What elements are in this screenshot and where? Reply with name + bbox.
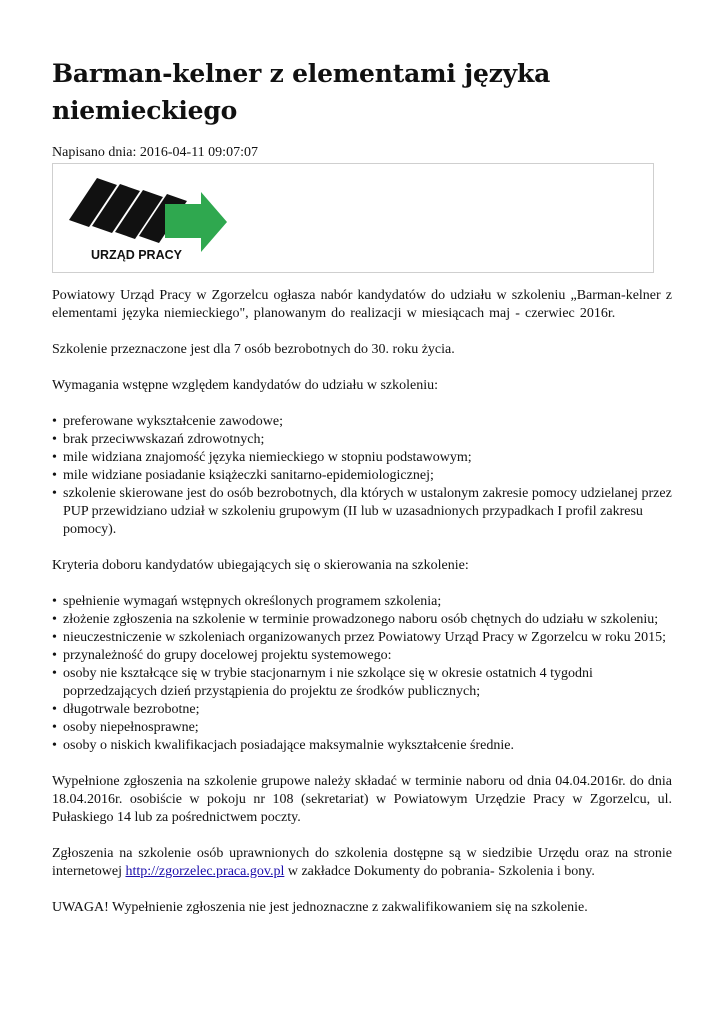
- submission-paragraph: Wypełnione zgłoszenia na szkolenie grupowe należy składać w terminie naboru od dnia 04.04.2016r. do dnia 18.04.2016r. osobiście w pokoju nr 108 (sekretariat) w Powiatowym Urzędzie Pracy w Zgorzelcu, ul. Pułaskiego 14 lub za pośrednictwem poczty.: [52, 774, 672, 825]
- requirements-heading: Wymagania wstępne względem kandydatów do udziału w szkoleniu:: [52, 378, 438, 393]
- list-item: • długotrwale bezrobotne;: [52, 701, 672, 719]
- list-item: • osoby nie kształcące się w trybie stacjonarnym i nie szkolące się w okresie ostatnich 4 tygodni poprzedzających dzień przystąpienia do projektu ze środków publicznych;: [52, 665, 672, 701]
- forms-text-before: Zgłoszenia na szkolenie osób uprawnionych do szkolenia dostępne są w siedzibie Urzędu oraz na stronie internetowej: [52, 846, 672, 879]
- page-title: Barman-kelner z elementami języka niemieckiego: [52, 59, 551, 125]
- requirements-list: [52, 413, 672, 539]
- list-item: • nieuczestniczenie w szkoleniach organizowanych przez Powiatowy Urząd Pracy w Zgorzelcu w roku 2015;: [52, 629, 672, 647]
- list-item: • osoby o niskich kwalifikacjach posiadające maksymalnie wykształcenie średnie.: [52, 737, 672, 755]
- urzad-pracy-logo: [59, 170, 229, 265]
- list-item: • przynależność do grupy docelowej projektu systemowego:: [52, 647, 672, 665]
- audience-paragraph: Szkolenie przeznaczone jest dla 7 osób bezrobotnych do 30. roku życia.: [52, 342, 455, 357]
- intro-paragraph: Powiatowy Urząd Pracy w Zgorzelcu ogłasza nabór kandydatów do udziału w szkoleniu „Barman-kelner z elementami języka niemieckiego", planowanym do realizacji w miesiącach maj - czerwiec 2016r.: [52, 288, 672, 321]
- list-item: • osoby niepełnosprawne;: [52, 719, 672, 737]
- forms-text-after: w zakładce Dokumenty do pobrania- Szkolenia i bony.: [284, 864, 595, 879]
- warning-paragraph: UWAGA! Wypełnienie zgłoszenia nie jest jednoznaczne z zakwalifikowaniem się na szkolenie.: [52, 900, 588, 915]
- forms-paragraph: [52, 845, 672, 881]
- website-link[interactable]: http://zgorzelec.praca.gov.pl: [125, 864, 285, 879]
- list-item: • spełnienie wymagań wstępnych określonych programem szkolenia;: [52, 593, 672, 611]
- post-date: Napisano dnia: 2016-04-11 09:07:07: [52, 145, 258, 160]
- logo-text: URZĄD PRACY: [91, 248, 182, 262]
- criteria-heading: Kryteria doboru kandydatów ubiegających się o skierowania na szkolenie:: [52, 558, 469, 573]
- list-item: • mile widziane posiadanie książeczki sanitarno-epidemiologicznej;: [52, 467, 672, 485]
- list-item: • złożenie zgłoszenia na szkolenie w terminie prowadzonego naboru osób chętnych do udziału w szkoleniu;: [52, 611, 672, 629]
- list-item: • preferowane wykształcenie zawodowe;: [52, 413, 672, 431]
- list-item: • szkolenie skierowane jest do osób bezrobotnych, dla których w ustalonym zakresie pomocy udzielanej przez PUP przewidziano udział w szkoleniu grupowym (II lub w uzasadnionych przypadkach I profil zakresu pomocy).: [52, 485, 672, 539]
- article-body: [52, 287, 672, 935]
- logo-frame: [52, 163, 654, 273]
- list-item: • brak przeciwwskazań zdrowotnych;: [52, 431, 672, 449]
- list-item: • mile widziana znajomość języka niemieckiego w stopniu podstawowym;: [52, 449, 672, 467]
- criteria-list: [52, 593, 672, 755]
